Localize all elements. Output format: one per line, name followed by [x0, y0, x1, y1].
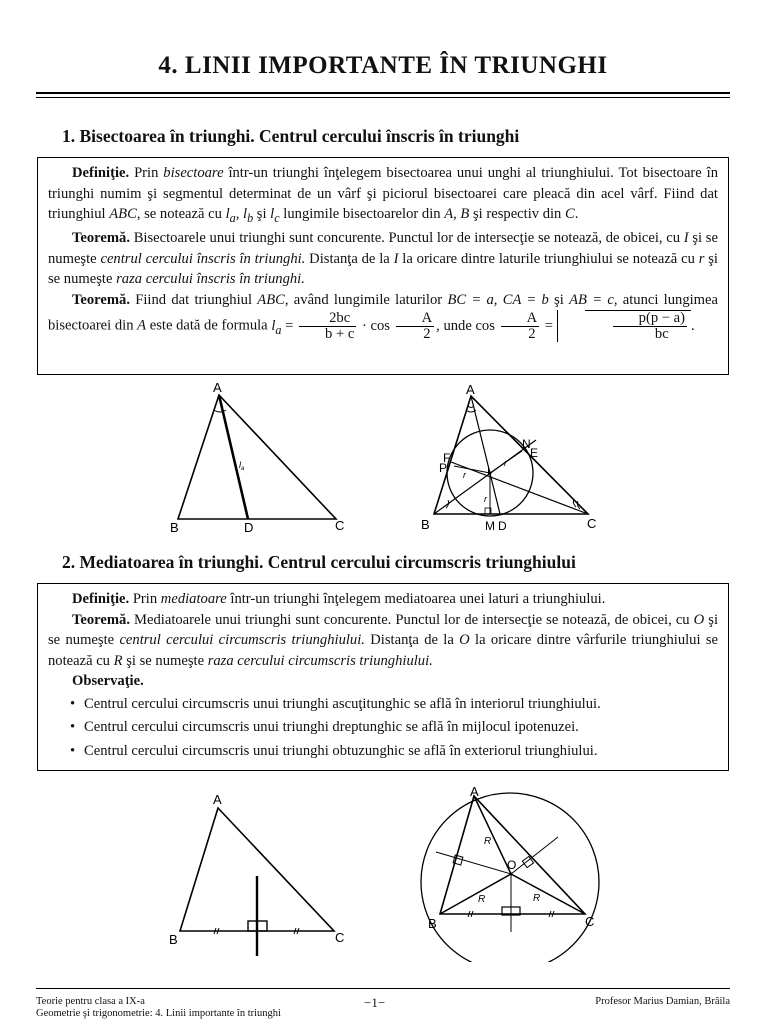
list-item: • Centrul cercului circumscris unui triunghi dreptunghic se află în mijlocul ipotenuzei.: [84, 717, 718, 738]
section2-box: [37, 583, 729, 771]
label-A: A: [466, 382, 475, 397]
title-rule-thick: [36, 92, 730, 94]
label-A: A: [213, 792, 222, 807]
definition-term: mediatoare: [160, 591, 227, 607]
label-D: D: [498, 519, 507, 533]
bisector-formula: $l_a$ = $\frac{2bc}{b + c}$ · cos $\frac{A}{2}$ , unde cos $\frac{A}{2}$ = $\frac{p(p - a)}{bc}$ .: [271, 309, 695, 343]
label-la: $l_a$: [239, 460, 245, 472]
label-F: F: [443, 451, 451, 465]
label-N: N: [522, 437, 531, 451]
section1-box: [37, 157, 729, 375]
label-B: B: [169, 932, 178, 947]
list-item: • Centrul cercului circumscris unui triunghi obtuzunghic se află în exteriorul triunghiului.: [84, 741, 718, 762]
figure-incircle: [418, 378, 608, 538]
label-B: B: [428, 916, 437, 931]
label-C: C: [585, 914, 595, 929]
theorem-label: Teoremă.: [72, 230, 130, 247]
footer-course: Teorie pentru clasa a IX-a: [36, 996, 145, 1007]
figure-circumcircle: [418, 782, 608, 962]
label-C: C: [335, 518, 345, 533]
label-M: M: [485, 519, 495, 533]
label-O: O: [507, 858, 517, 872]
label-D: D: [244, 520, 254, 535]
label-I: I: [487, 466, 491, 478]
label-R2: R: [478, 894, 486, 905]
label-R3: R: [533, 893, 541, 904]
figure-bisector: [168, 378, 358, 538]
definition-paragraph: Definiţie. Prin bisectoare într-un triunghi înţelegem bisectoarea unui unghi al triunghiului. Tot bisectoare în triunghi numim şi segmentul determinat de un vârf şi piciorul bisectoarei care pleacă din acel vârf. Fiind dat triunghiul ABC, se notează cu $l_a$, $l_b$ şi $l_c$ lungimile bisectoarelor din A, B şi respectiv din C.: [48, 165, 719, 225]
label-r1: r: [463, 470, 466, 480]
definition-term: bisectoare: [163, 165, 224, 181]
label-B: B: [421, 517, 430, 532]
definition-label: Definiţie.: [72, 591, 130, 607]
list-item: • Centrul cercului circumscris unui triunghi ascuţitunghic se află în interiorul triunghiului.: [84, 694, 718, 715]
page-number: −1−: [364, 995, 386, 1010]
label-A: A: [470, 784, 479, 799]
definition-label: Definiţie.: [72, 165, 130, 181]
label-C: C: [335, 930, 345, 945]
theorem-label: Teoremă.: [72, 291, 130, 308]
label-E: E: [530, 446, 539, 460]
label-A: A: [213, 380, 222, 395]
theorem-label: Teoremă.: [72, 611, 130, 628]
definition-paragraph: Definiţie. Prin mediatoare într-un triunghi înţelegem mediatoarea unei laturi a triunghiului.: [72, 591, 606, 607]
theorem1-paragraph: Teoremă. Bisectoarele unui triunghi sunt concurente. Punctul lor de intersecţie se notează, de obicei, cu I şi se numeşte centrul cercului înscris în triunghi. Distanţa de la I la oricare dintre laturile triunghiului se notează cu r şi se numeşte raza cercului înscris în triunghi.: [48, 230, 718, 288]
observation-label: Observaţie.: [72, 673, 144, 689]
label-C: C: [587, 516, 597, 531]
label-r2: r: [484, 494, 487, 504]
theorem-paragraph: Teoremă. Mediatoarele unui triunghi sunt concurente. Punctul lor de intersecţie se notează, de obicei, cu O şi se numeşte centrul cercului circumscris triunghiului. Distanţa de la O la oricare dintre vârfurile triunghiului se notează cu R şi se numeşte raza cercului circumscris triunghiului.: [48, 611, 719, 669]
title-rule-thin: [36, 97, 730, 98]
label-R1: R: [484, 836, 492, 847]
observation-list: [48, 694, 718, 762]
label-P: P: [439, 461, 448, 475]
sqrt-expression: $\frac{p(p - a)}{bc}$: [557, 310, 691, 342]
observation-label-paragraph: [48, 671, 718, 692]
figure-mediator: [166, 790, 356, 960]
section1-heading: 1. Bisectoarea în triunghi. Centrul cercului înscris în triunghi: [62, 126, 520, 146]
label-B: B: [170, 520, 179, 535]
section2-heading: 2. Mediatoarea în triunghi. Centrul cercului circumscris triunghiului: [62, 552, 576, 572]
footer-chapter: Geometrie şi trigonometrie: 4. Linii importante în triunghi: [36, 1008, 281, 1019]
page-title: 4. LINII IMPORTANTE ÎN TRIUNGHI: [158, 52, 608, 79]
theorem2-paragraph: Teoremă. Fiind dat triunghiul ABC, având lungimile laturilor BC = a, CA = b şi AB = c, atunci lungimea bisectoarei din A este dată de formula $l_a$ = $\frac{2bc}{b + c}$ · cos $\frac{A}{2}$ , unde cos $\frac{A}{2}$ = $\frac{p(p - a)}{bc}$ .: [48, 291, 718, 343]
footer-rule: [36, 988, 730, 989]
footer-author: Profesor Marius Damian, Brăila: [595, 996, 730, 1007]
label-r3: r: [504, 458, 507, 468]
